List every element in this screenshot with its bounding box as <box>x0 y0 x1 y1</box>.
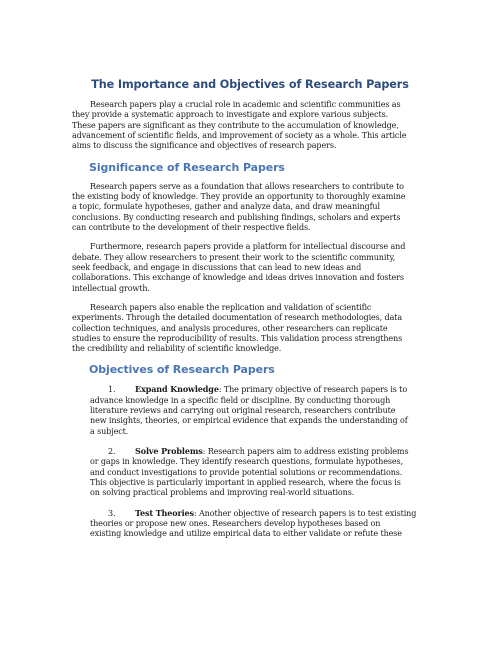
text-line: advancement of scientific fields, and improvement of society as a whole. This article <box>72 131 407 141</box>
document-page <box>72 78 428 549</box>
text-line: aims to discuss the significance and objectives of research papers. <box>72 141 337 151</box>
list-term: Test Theories <box>135 507 194 518</box>
text-line: the credibility and reliability of scientific knowledge. <box>72 344 282 354</box>
list-number: 3. <box>108 508 116 518</box>
text-line: existing knowledge and utilize empirical data to either validate or refute these <box>90 529 402 539</box>
text-line: on solving practical problems and improving real-world situations. <box>90 488 355 498</box>
list-number: 1. <box>108 385 116 395</box>
list-item <box>90 508 428 540</box>
list-item <box>90 384 428 437</box>
text-line: These papers are significant as they contribute to the accumulation of knowledge, <box>72 120 399 130</box>
list-item <box>90 446 428 499</box>
significance-paragraph-3 <box>72 303 428 355</box>
text-line: experiments. Through the detailed documentation of research methodologies, data <box>72 313 403 323</box>
intro-paragraph <box>72 100 428 152</box>
document-title: The Importance and Objectives of Research Papers <box>91 78 409 91</box>
list-number: 2. <box>108 447 116 457</box>
text-line: intellectual growth. <box>72 283 150 293</box>
text-line: a subject. <box>90 426 129 436</box>
text-line: advance knowledge in a specific field or discipline. By conducting thorough <box>90 395 391 405</box>
text-line: studies to ensure the reproducibility of results. This validation process strengthens <box>72 333 403 343</box>
text-line: seek feedback, and engage in discussions that can lead to new ideas and <box>72 262 362 272</box>
text-line: conclusions. By conducting research and publishing findings, scholars and experts <box>72 212 401 222</box>
significance-paragraph-2 <box>72 242 428 294</box>
text-line: or gaps in knowledge. They identify research questions, formulate hypotheses, <box>90 457 403 467</box>
objectives-list <box>72 384 428 539</box>
text-line: theories or propose new ones. Researchers develop hypotheses based on <box>90 519 381 528</box>
list-term: Expand Knowledge <box>135 384 219 395</box>
text-line: the existing body of knowledge. They provide an opportunity to thoroughly examine <box>72 191 406 201</box>
list-text: : Research papers aim to address existing problems <box>202 447 409 457</box>
list-term: Solve Problems <box>135 446 203 457</box>
text-line: can contribute to the development of their respective fields. <box>72 222 311 232</box>
text-line: and conduct investigations to provide potential solutions or recommendations. <box>90 467 403 477</box>
text-line: Research papers also enable the replication and validation of scientific <box>90 302 372 312</box>
text-line: debate. They allow researchers to present their work to the scientific community, <box>72 252 396 262</box>
text-line: literature reviews and carrying out original research, researchers contribute <box>90 406 396 416</box>
text-line: This objective is particularly important in applied research, where the focus is <box>90 478 401 488</box>
text-line: collection techniques, and analysis procedures, other researchers can replicate <box>72 323 388 333</box>
objectives-heading: Objectives of Research Papers <box>89 363 275 377</box>
list-text: : Another objective of research papers is to test existing <box>193 508 417 518</box>
text-line: Research papers play a crucial role in academic and scientific communities as <box>90 100 401 109</box>
list-text: : The primary objective of research papers is to <box>218 385 408 395</box>
significance-paragraph-1 <box>72 182 428 234</box>
significance-heading: Significance of Research Papers <box>89 160 285 174</box>
text-line: a topic, formulate hypotheses, gather and analyze data, and draw meaningful <box>72 202 380 212</box>
text-line: collaborations. This exchange of knowledge and ideas drives innovation and fosters <box>72 273 404 283</box>
text-line: new insights, theories, or empirical evidence that expands the understanding of <box>90 416 408 426</box>
text-line: they provide a systematic approach to investigate and explore various subjects. <box>72 110 389 120</box>
text-line: Furthermore, research papers provide a platform for intellectual discourse and <box>90 242 406 252</box>
text-line: Research papers serve as a foundation that allows researchers to contribute to <box>90 181 404 191</box>
